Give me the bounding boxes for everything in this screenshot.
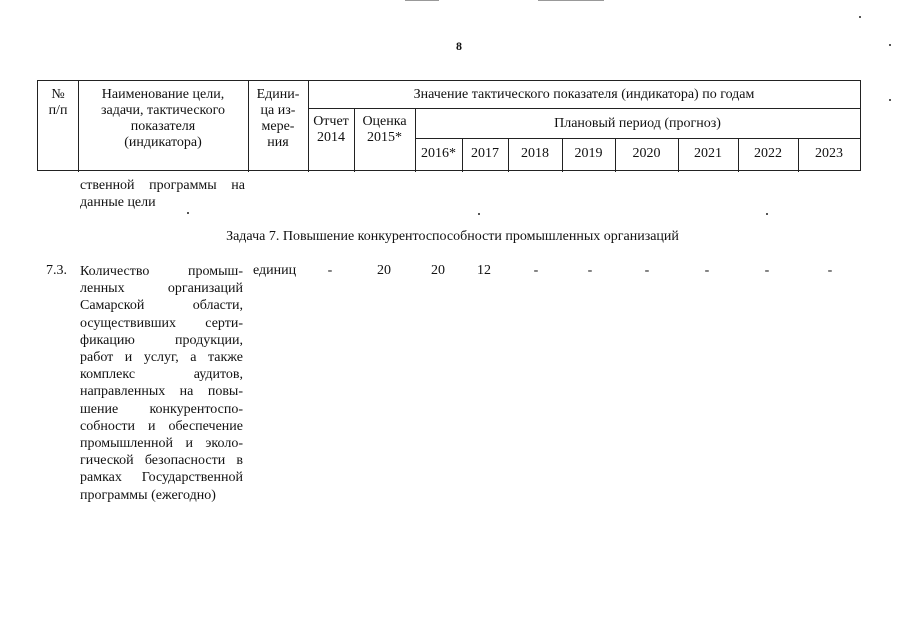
header-year: 2022 bbox=[754, 146, 782, 161]
row-value-2016: 20 bbox=[431, 263, 445, 278]
header-name-line: Наименование цели, bbox=[101, 87, 225, 102]
header-year: 2020 bbox=[632, 146, 661, 161]
header-number-line: № bbox=[51, 87, 65, 102]
header-unit-line: ния bbox=[267, 135, 289, 150]
header-year: 2019 bbox=[574, 146, 603, 161]
header-number bbox=[38, 87, 78, 119]
row-name-line: гической безопасности в bbox=[80, 453, 243, 469]
row-value-2019: - bbox=[587, 263, 593, 278]
header-group-title: Значение тактического показателя (индикатора) по годам bbox=[413, 87, 755, 102]
scan-speck bbox=[889, 44, 891, 46]
header-year: 2023 bbox=[815, 146, 843, 161]
scan-speck bbox=[859, 16, 861, 18]
header-number-line: п/п bbox=[48, 103, 68, 118]
scan-speck bbox=[889, 99, 891, 101]
row-value-2022: - bbox=[764, 263, 770, 278]
header-name-line: задачи, тактического bbox=[100, 103, 226, 118]
header-estimate bbox=[354, 114, 415, 146]
row-value-2014: - bbox=[327, 263, 333, 278]
row-name-line: ленных организаций bbox=[80, 281, 243, 297]
header-plan-title: Плановый период (прогноз) bbox=[554, 116, 721, 131]
header-estimate-line: 2015* bbox=[367, 130, 402, 145]
header-unit-line: ца из- bbox=[260, 103, 296, 118]
row-name-line: Количество промыш- bbox=[80, 264, 243, 279]
continued-text bbox=[80, 177, 245, 211]
row-divider bbox=[415, 138, 860, 139]
header-year: 2017 bbox=[471, 146, 499, 161]
row-name-line: шение конкурентоспо- bbox=[80, 401, 243, 417]
row-name-line: осуществивших серти- bbox=[80, 315, 243, 331]
row-name-line: промышленной и эколо- bbox=[80, 436, 243, 452]
row-name-line: программы (ежегодно) bbox=[80, 487, 216, 503]
header-report-line: 2014 bbox=[317, 130, 345, 145]
header-unit-line: Едини- bbox=[256, 87, 300, 102]
page-number: 8 bbox=[456, 39, 462, 53]
row-value-2017: 12 bbox=[477, 263, 491, 278]
row-name-line: фикацию продукции, bbox=[80, 332, 243, 348]
header-report bbox=[308, 114, 354, 146]
continued-text-line: данные цели bbox=[80, 195, 156, 210]
header-unit bbox=[248, 87, 308, 151]
row-name-line: работ и услуг, а также bbox=[80, 350, 243, 366]
header-name bbox=[78, 87, 248, 151]
header-report-line: Отчет bbox=[313, 114, 349, 129]
row-value-2015: 20 bbox=[377, 263, 391, 278]
scan-speck bbox=[766, 213, 768, 215]
header-unit-line: мере- bbox=[261, 119, 295, 134]
table-header bbox=[37, 80, 861, 171]
row-value-2023: - bbox=[827, 263, 833, 278]
row-name-line: собности и обеспечение bbox=[80, 418, 243, 434]
row-name-line: рамках Государственной bbox=[80, 470, 243, 486]
row-name-line: направленных на повы- bbox=[80, 384, 243, 400]
row-number: 7.3. bbox=[46, 263, 67, 278]
header-estimate-line: Оценка bbox=[362, 114, 407, 129]
scan-edge-line bbox=[538, 0, 604, 1]
row-value-2020: - bbox=[644, 263, 650, 278]
row-name-line: Самарской области, bbox=[80, 298, 243, 314]
row-unit: единиц bbox=[253, 263, 297, 278]
row-name-line: комплекс аудитов, bbox=[80, 367, 243, 383]
scan-edge-line bbox=[405, 0, 439, 1]
header-year: 2016* bbox=[421, 146, 456, 161]
header-name-line: показателя bbox=[130, 119, 196, 134]
row-divider bbox=[308, 108, 860, 109]
header-year: 2021 bbox=[694, 146, 722, 161]
task-title: Задача 7. Повышение конкурентоспособности промышленных организаций bbox=[226, 229, 679, 244]
row-value-2018: - bbox=[533, 263, 539, 278]
continued-text-line: ственной программы на bbox=[80, 178, 245, 193]
row-indicator-name bbox=[80, 263, 243, 504]
scan-speck bbox=[478, 213, 480, 215]
header-year: 2018 bbox=[521, 146, 549, 161]
header-name-line: (индикатора) bbox=[124, 135, 202, 150]
scan-speck bbox=[187, 212, 189, 214]
row-value-2021: - bbox=[704, 263, 710, 278]
